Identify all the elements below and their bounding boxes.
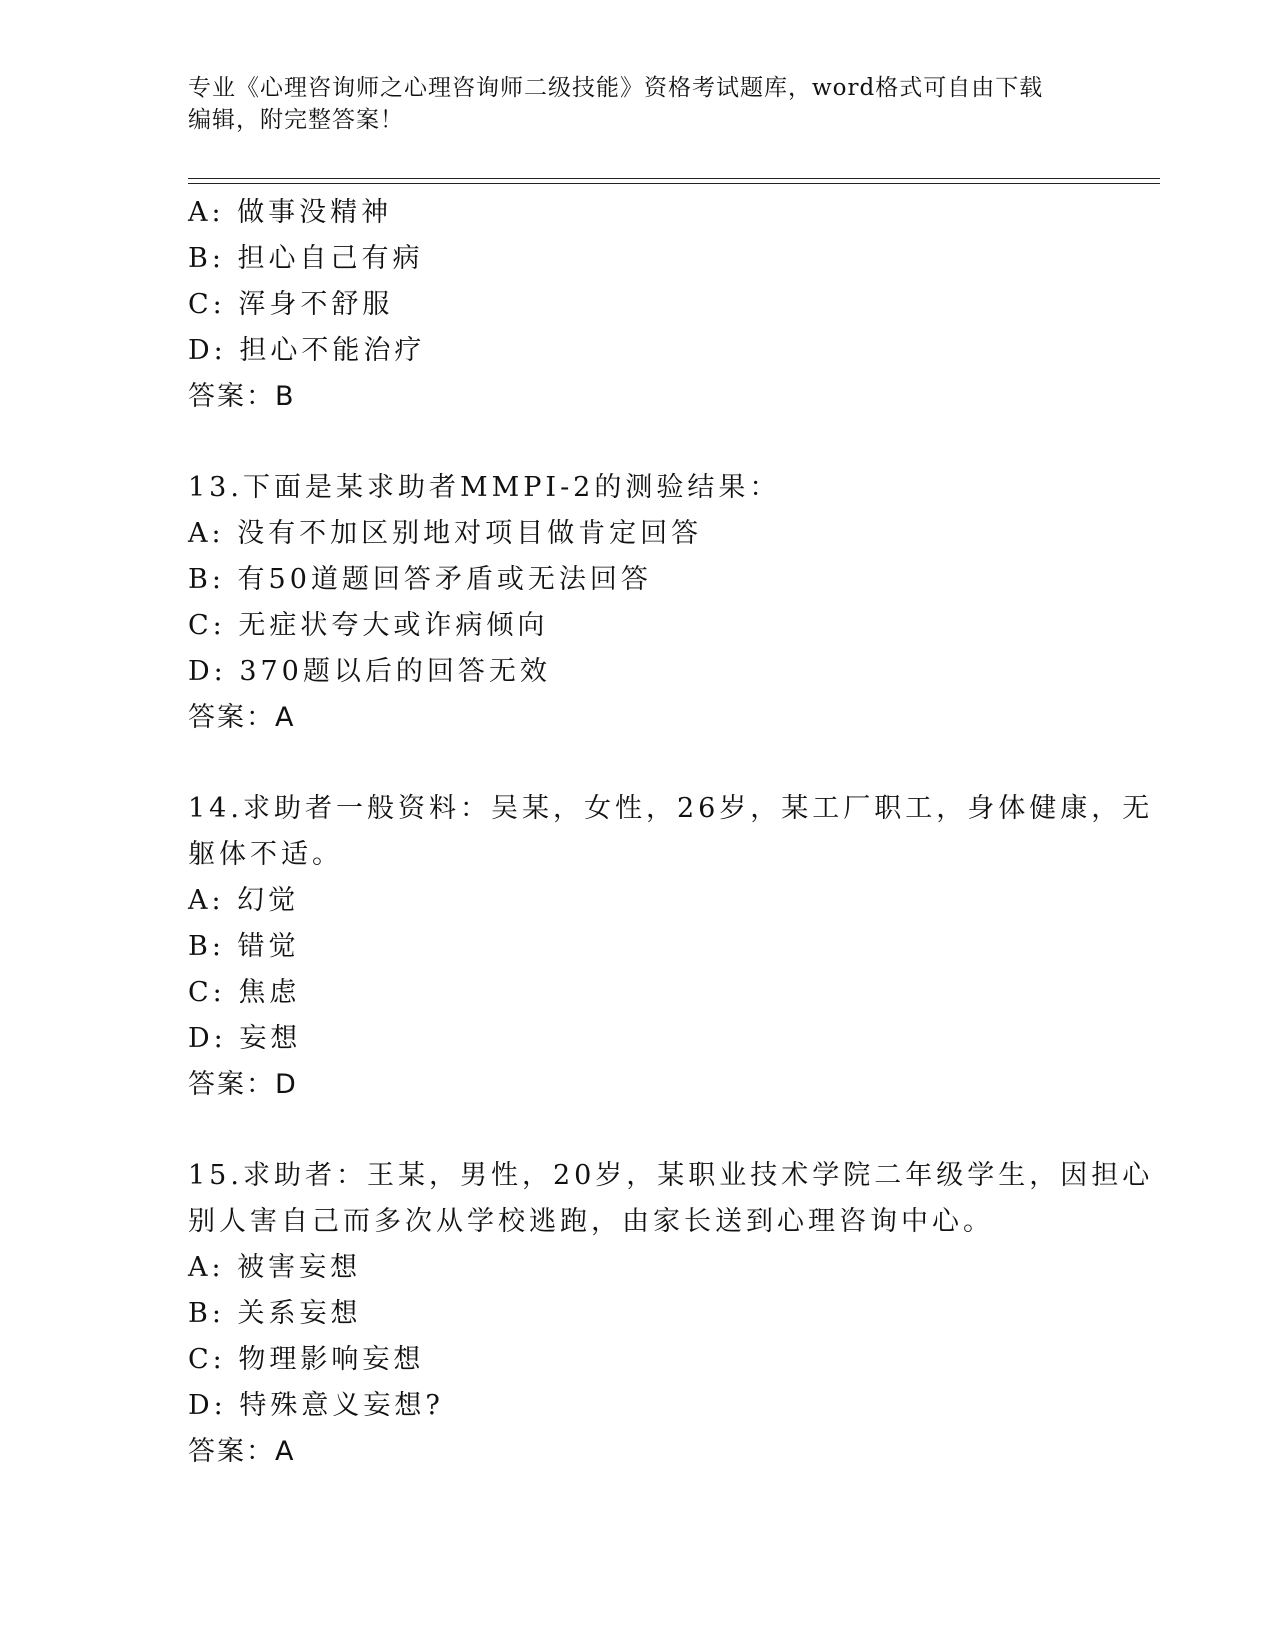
option-a: A: 幻觉 bbox=[188, 885, 300, 916]
document-header bbox=[188, 72, 1088, 136]
question-15 bbox=[188, 1153, 1154, 1475]
question-stem-line-1: 14.求助者一般资料：吴某，女性，26岁，某工厂职工，身体健康，无 bbox=[188, 793, 1154, 824]
option-c: C: 无症状夸大或诈病倾向 bbox=[188, 610, 549, 641]
option-d: D: 特殊意义妄想? bbox=[188, 1390, 444, 1421]
spacer bbox=[188, 1108, 1088, 1153]
option-c: C: 物理影响妄想 bbox=[188, 1344, 425, 1375]
option-c: C: 浑身不舒服 bbox=[188, 289, 394, 320]
spacer bbox=[188, 741, 1088, 786]
option-a: A: 被害妄想 bbox=[188, 1252, 362, 1283]
spacer bbox=[188, 420, 1088, 465]
answer-line: 答案：B bbox=[188, 381, 296, 412]
option-b: B: 错觉 bbox=[188, 931, 300, 962]
header-line-1: 专业《心理咨询师之心理咨询师二级技能》资格考试题库，word格式可自由下载 bbox=[188, 75, 1044, 101]
question-12 bbox=[188, 190, 1088, 420]
option-d: D: 担心不能治疗 bbox=[188, 335, 426, 366]
answer-line: 答案：A bbox=[188, 702, 296, 733]
answer-line: 答案：A bbox=[188, 1436, 296, 1467]
answer-line: 答案：D bbox=[188, 1069, 298, 1100]
header-divider-top bbox=[188, 178, 1160, 179]
option-b: B: 关系妄想 bbox=[188, 1298, 362, 1329]
question-stem: 13.下面是某求助者MMPI-2的测验结果： bbox=[188, 472, 781, 503]
question-list bbox=[188, 190, 1154, 1475]
option-a: A: 没有不加区别地对项目做肯定回答 bbox=[188, 518, 703, 549]
question-stem-line-2: 躯体不适。 bbox=[188, 839, 343, 870]
option-b: B: 有50道题回答矛盾或无法回答 bbox=[188, 564, 652, 595]
option-d: D: 妄想 bbox=[188, 1023, 302, 1054]
question-stem-line-1: 15.求助者：王某，男性，20岁，某职业技术学院二年级学生，因担心 bbox=[188, 1160, 1154, 1191]
option-d: D: 370题以后的回答无效 bbox=[188, 656, 551, 687]
question-14 bbox=[188, 786, 1154, 1108]
option-c: C: 焦虑 bbox=[188, 977, 301, 1008]
header-divider-bottom bbox=[188, 183, 1160, 184]
question-13 bbox=[188, 465, 1088, 741]
option-a: A: 做事没精神 bbox=[188, 197, 393, 228]
option-b: B: 担心自己有病 bbox=[188, 243, 424, 274]
question-stem-line-2: 别人害自己而多次从学校逃跑，由家长送到心理咨询中心。 bbox=[188, 1206, 994, 1237]
header-line-2: 编辑，附完整答案！ bbox=[188, 107, 404, 133]
